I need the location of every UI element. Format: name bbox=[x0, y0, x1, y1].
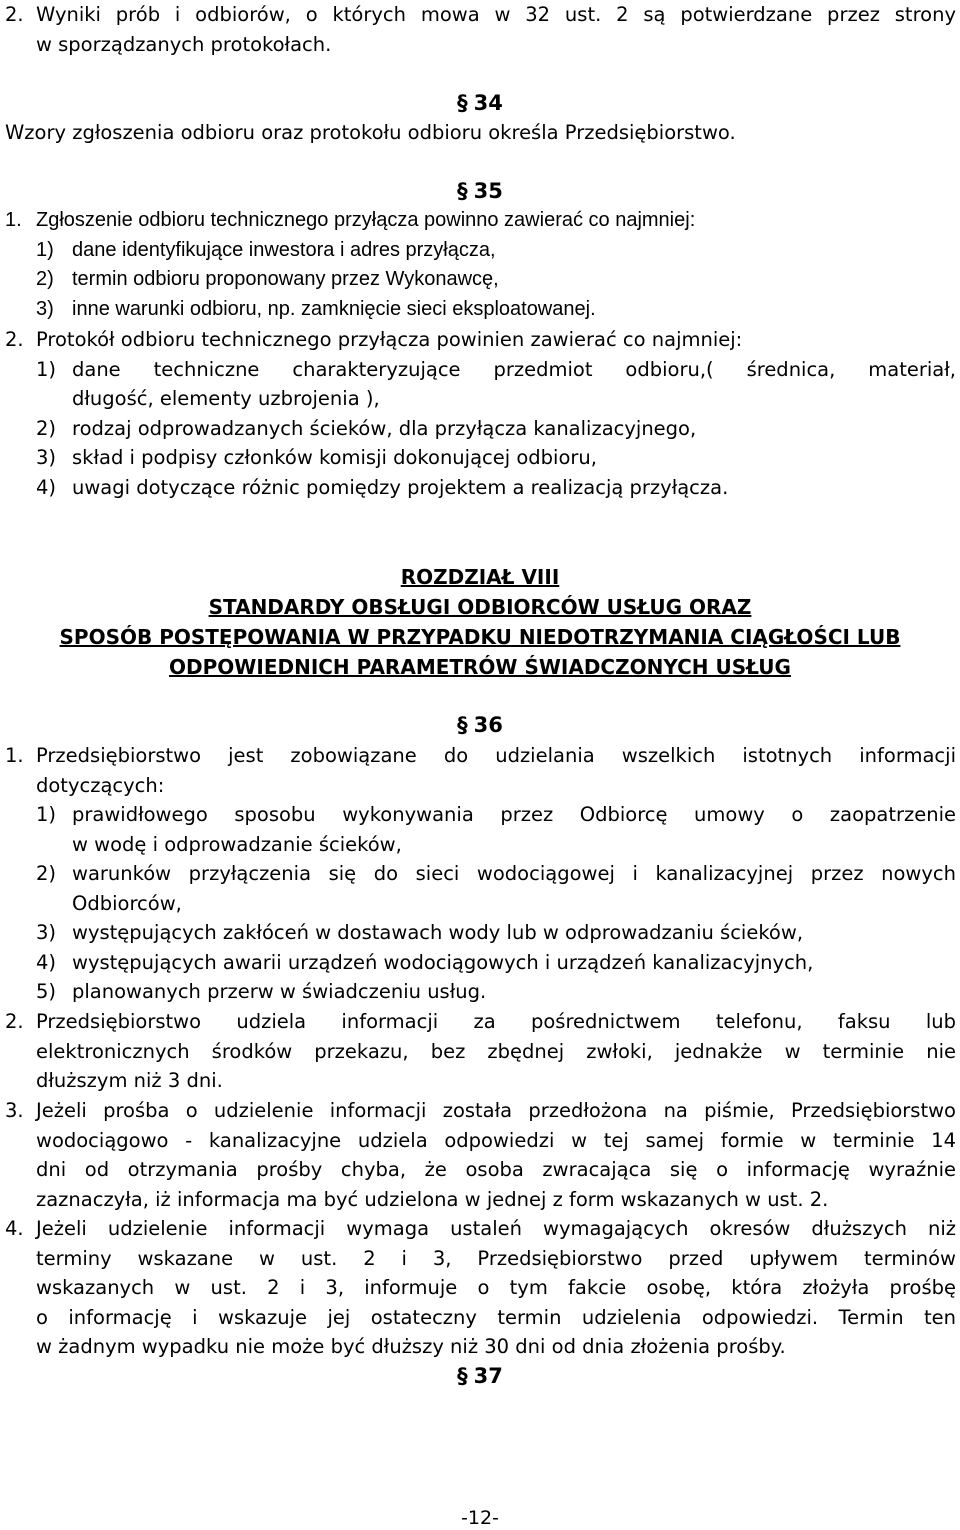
section-sign-icon: § bbox=[457, 1364, 468, 1388]
sec35-item-2 bbox=[0, 325, 958, 502]
list-item bbox=[0, 443, 958, 473]
item-text: terminy wskazane w ust. 2 i 3, Przedsiębiorstwo przed upływem terminów bbox=[36, 1246, 956, 1270]
list-item bbox=[0, 948, 958, 978]
point-number: 1) bbox=[36, 357, 57, 381]
item-text: Jeżeli udzielenie informacji wymaga ustaleń wymagających okresów dłuższych niż bbox=[36, 1217, 956, 1240]
item-text: wodociągowo - kanalizacyjne udziela odpowiedzi w tej samej formie w terminie 14 bbox=[36, 1128, 956, 1152]
point-text: występujących zakłóceń w dostawach wody lub w odprowadzaniu ścieków, bbox=[72, 921, 804, 944]
item-text: wskazanych w ust. 2 i 3, informuje o tym fakcie osobę, która złożyła prośbę bbox=[36, 1276, 956, 1299]
list-item bbox=[0, 473, 958, 503]
point-text: rodzaj odprowadzanych ścieków, dla przyłącza kanalizacyjnego, bbox=[72, 416, 697, 440]
item-number: 4. bbox=[5, 1217, 24, 1240]
section-heading-35: § 35 bbox=[457, 179, 503, 203]
list-item bbox=[0, 977, 958, 1007]
item-number: 2. bbox=[5, 1010, 24, 1033]
list-item bbox=[0, 859, 958, 889]
item-number: 2. bbox=[5, 3, 24, 26]
point-number: 3) bbox=[36, 446, 57, 469]
point-number: 4) bbox=[36, 950, 57, 974]
list-item bbox=[0, 918, 958, 948]
section-heading-36: § 36 bbox=[457, 713, 503, 737]
sec36-item-1 bbox=[0, 741, 958, 1007]
point-number: 2) bbox=[36, 268, 54, 290]
sec33-item-2 bbox=[0, 0, 958, 59]
point-number: 1) bbox=[36, 803, 57, 826]
section-heading-37: § 37 bbox=[457, 1364, 503, 1388]
item-text: dni od otrzymania prośby chyba, że osoba zwracająca się o informację wyraźnie bbox=[36, 1158, 956, 1181]
point-text: inne warunki odbioru, np. zamknięcie sieci eksploatowanej. bbox=[72, 297, 596, 320]
item-number: 3. bbox=[5, 1099, 24, 1122]
point-number: 2) bbox=[36, 862, 57, 885]
item-text: Jeżeli prośba o udzielenie informacji została przedłożona na piśmie, Przedsiębiorstwo bbox=[36, 1099, 956, 1122]
page-number: -12- bbox=[461, 1507, 499, 1529]
chapter-subtitle: ODPOWIEDNICH PARAMETRÓW ŚWIADCZONYCH USŁUG bbox=[169, 655, 791, 679]
chapter-heading bbox=[0, 562, 960, 682]
point-number: 2) bbox=[36, 416, 57, 440]
chapter-subtitle: STANDARDY OBSŁUGI ODBIORCÓW USŁUG ORAZ bbox=[208, 595, 752, 619]
item-text: Wyniki prób i odbiorów, o których mowa w 32 ust. 2 są potwierdzane przez strony bbox=[36, 3, 956, 26]
sec36-item-2 bbox=[0, 1007, 958, 1096]
point-text: dane techniczne charakteryzujące przedmiot odbioru,( średnica, materiał, bbox=[72, 357, 956, 381]
point-number: 3) bbox=[36, 921, 57, 944]
item-text: zaznaczyła, iż informacja ma być udzielona w jednej z form wskazanych w ust. 2. bbox=[36, 1187, 829, 1211]
point-text: uwagi dotyczące różnic pomiędzy projektem a realizacją przyłącza. bbox=[72, 475, 729, 499]
item-text: w żadnym wypadku nie może być dłuższy niż 30 dni od dnia złożenia prośby. bbox=[36, 1335, 786, 1358]
point-number: 1) bbox=[36, 238, 54, 261]
point-text: Odbiorców, bbox=[72, 891, 182, 915]
point-text: planowanych przerw w świadczeniu usług. bbox=[72, 980, 487, 1003]
item-number: 1. bbox=[5, 209, 22, 231]
item-text: dłuższym niż 3 dni. bbox=[36, 1069, 223, 1092]
item-text: Zgłoszenie odbioru technicznego przyłącza powinno zawierać co najmniej: bbox=[36, 209, 696, 231]
list-item bbox=[0, 414, 958, 444]
point-number: 4) bbox=[36, 475, 57, 499]
point-number: 3) bbox=[36, 297, 54, 320]
section-sign-icon: § bbox=[457, 91, 468, 115]
item-text: Przedsiębiorstwo jest zobowiązane do udzielania wszelkich istotnych informacji bbox=[36, 744, 956, 767]
sec36-item-3 bbox=[0, 1096, 958, 1214]
section-sign-icon: § bbox=[457, 179, 468, 203]
point-number: 5) bbox=[36, 980, 57, 1003]
point-text: występujących awarii urządzeń wodociągowych i urządzeń kanalizacyjnych, bbox=[72, 950, 814, 974]
list-item bbox=[0, 236, 958, 266]
point-text: termin odbioru proponowany przez Wykonawcę, bbox=[72, 268, 499, 290]
sec36-item-4 bbox=[0, 1214, 958, 1362]
item-text: Protokół odbioru technicznego przyłącza powinien zawierać co najmniej: bbox=[36, 328, 743, 351]
chapter-subtitle: SPOSÓB POSTĘPOWANIA W PRZYPADKU NIEDOTRZYMANIA CIĄGŁOŚCI LUB bbox=[59, 625, 901, 649]
section-heading-34: § 34 bbox=[457, 91, 503, 115]
list-item bbox=[0, 295, 958, 325]
chapter-title: ROZDZIAŁ VIII bbox=[400, 565, 560, 589]
list-item bbox=[0, 265, 958, 295]
list-item bbox=[0, 355, 958, 385]
point-text: skład i podpisy członków komisji dokonującej odbioru, bbox=[72, 446, 597, 469]
sec35-item-1 bbox=[0, 206, 958, 324]
list-item bbox=[0, 800, 958, 830]
item-number: 2. bbox=[5, 328, 24, 351]
item-text: Przedsiębiorstwo udziela informacji za pośrednictwem telefonu, faksu lub bbox=[36, 1010, 956, 1033]
sec34-text: Wzory zgłoszenia odbioru oraz protokołu odbioru określa Przedsiębiorstwo. bbox=[5, 121, 736, 144]
item-text: elektronicznych środków przekazu, bez zbędnej zwłoki, jednakże w terminie nie bbox=[36, 1039, 956, 1063]
item-number: 1. bbox=[5, 744, 24, 767]
item-text: dotyczących: bbox=[36, 773, 165, 797]
point-text: warunków przyłączenia się do sieci wodociągowej i kanalizacyjnej przez nowych bbox=[72, 862, 956, 885]
point-text: prawidłowego sposobu wykonywania przez Odbiorcę umowy o zaopatrzenie bbox=[72, 803, 956, 826]
section-sign-icon: § bbox=[457, 713, 468, 737]
item-text: o informację i wskazuje jej ostateczny termin udzielenia odpowiedzi. Termin ten bbox=[36, 1305, 956, 1329]
point-text: w wodę i odprowadzanie ścieków, bbox=[72, 832, 402, 856]
point-text: dane identyfikujące inwestora i adres przyłącza, bbox=[72, 238, 496, 261]
item-text: w sporządzanych protokołach. bbox=[36, 32, 332, 56]
point-text: długość, elementy uzbrojenia ), bbox=[72, 387, 380, 410]
